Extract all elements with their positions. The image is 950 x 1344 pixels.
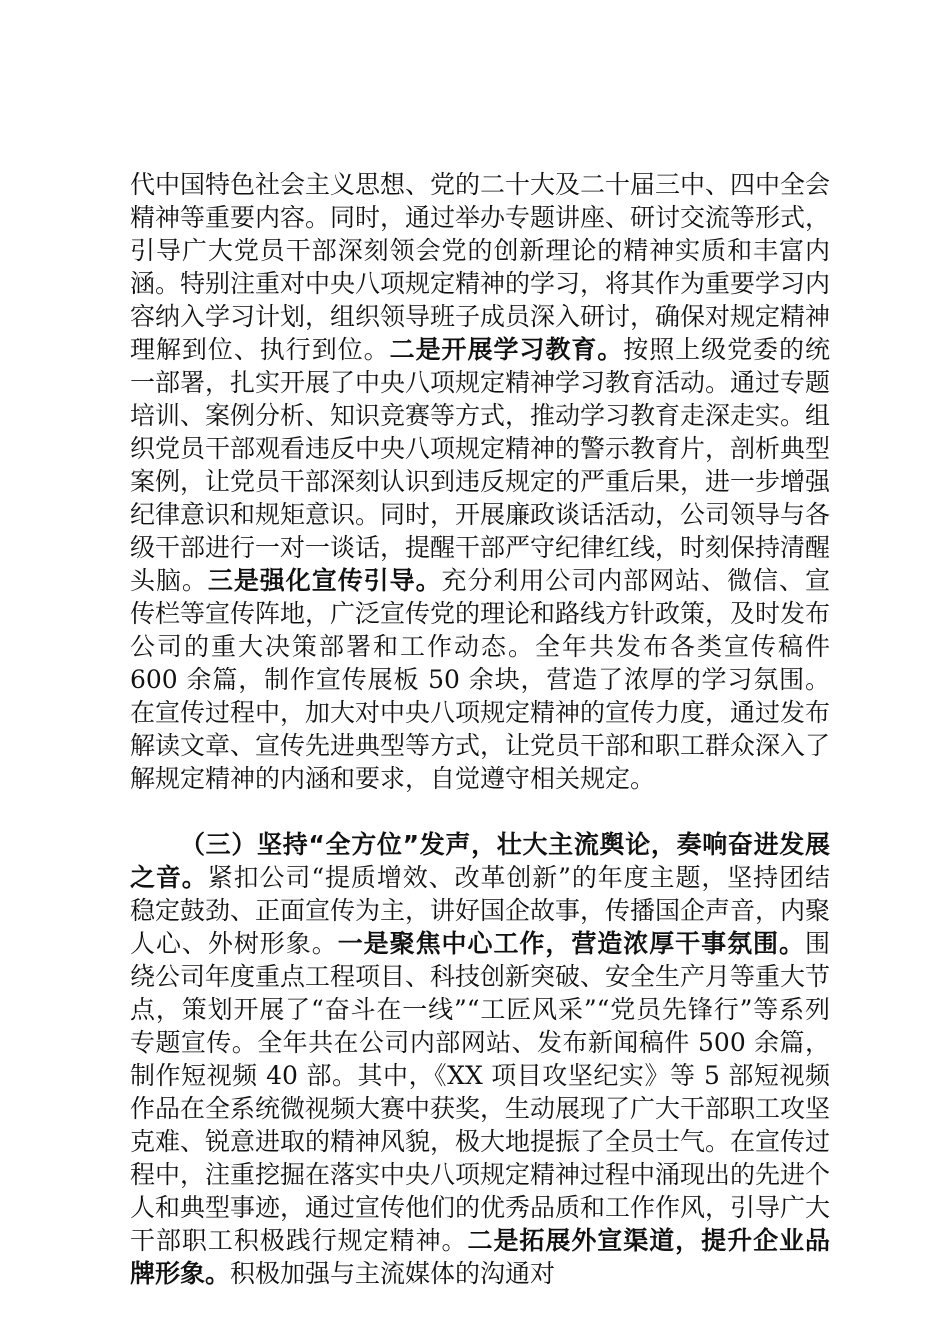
bold-heading-core-work: 一是聚焦中心工作，营造浓厚干事氛围。 (337, 929, 805, 958)
text-segment: 积极加强与主流媒体的沟通对 (230, 1259, 556, 1288)
paragraph-section-three (130, 828, 830, 1290)
section-heading: （三）坚持“全方位”发声，壮大主流舆论，奏响奋进发展之音。 (130, 830, 830, 892)
document-body (130, 168, 830, 1290)
bold-heading-external-channels: 二是拓展外宣渠道，提升企业品牌形象。 (130, 1226, 830, 1288)
text-segment: 紧扣公司“提质增效、改革创新”的年度主题，坚持团结稳定鼓劲、正面宣传为主，讲好国企故事，传播国企声音，内聚人心、外树形象。 (130, 863, 831, 958)
bold-heading-publicity: 三是强化宣传引导。 (207, 566, 442, 595)
text-segment: 代中国特色社会主义思想、党的二十大及二十届三中、四中全会精神等重要内容。同时，通过举办专题讲座、研讨交流等形式，引导广大党员干部深刻领会党的创新理论的精神实质和丰富内涵。特别注重对中央八项规定精神的学习，将其作为重要学习内容纳入学习计划，组织领导班子成员深入研讨，确保对规定精神理解到位、执行到位。 (130, 170, 831, 364)
bold-heading-learning-education: 二是开展学习教育。 (389, 335, 624, 364)
text-segment: 充分利用公司内部网站、微信、宣传栏等宣传阵地，广泛宣传党的理论和路线方针政策，及时发布公司的重大决策部署和工作动态。全年共发布各类宣传稿件 600 余篇，制作宣传展板 50 余块，营造了浓厚的学习氛围。在宣传过程中，加大对中央八项规定精神的宣传力度，通过发布解读文章、宣传先进典型等方式，让党员干部和职工群众深入了解规定精神的内涵和要求，自觉遵守相关规定。 (130, 566, 831, 793)
paragraph-study (130, 168, 830, 795)
text-segment: 围绕公司年度重点工程项目、科技创新突破、安全生产月等重大节点，策划开展了“奋斗在一线”“工匠风采”“党员先锋行”等系列专题宣传。全年共在公司内部网站、发布新闻稿件 500 余篇，制作短视频 40 部。其中，《XX 项目攻坚纪实》等 5 部短视频作品在全系统微视频大赛中获奖，生动展现了广大干部职工攻坚克难、锐意进取的精神风貌，极大地提振了全员士气。在宣传过程中，注重挖掘在落实中央八项规定精神过程中涌现出的先进个人和典型事迹，通过宣传他们的优秀品质和工作作风，引导广大干部职工积极践行规定精神。 (130, 929, 831, 1255)
text-segment: 按照上级党委的统一部署，扎实开展了中央八项规定精神学习教育活动。通过专题培训、案例分析、知识竞赛等方式，推动学习教育走深走实。组织党员干部观看违反中央八项规定精神的警示教育片，剖析典型案例，让党员干部深刻认识到违反规定的严重后果，进一步增强纪律意识和规矩意识。同时，开展廉政谈话活动，公司领导与各级干部进行一对一谈话，提醒干部严守纪律红线，时刻保持清醒头脑。 (130, 335, 831, 595)
